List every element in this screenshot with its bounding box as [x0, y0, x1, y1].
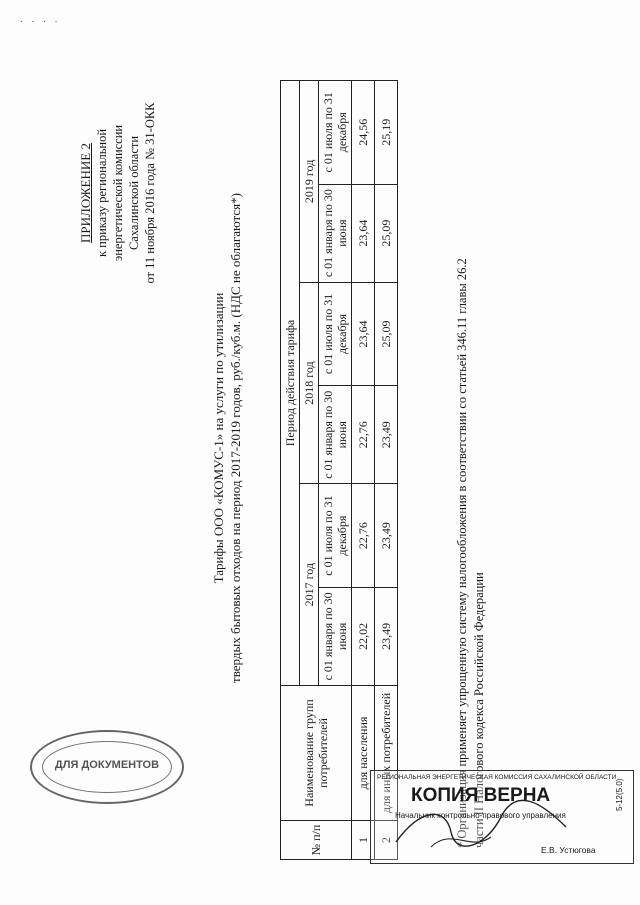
row-value: 22,02 — [352, 587, 375, 685]
row-value: 22,76 — [352, 484, 375, 587]
row-value: 23,49 — [375, 386, 398, 484]
table-row — [375, 81, 398, 860]
header-half: с 01 января по 30 июня — [319, 587, 352, 685]
round-stamp-text: ДЛЯ ДОКУМЕНТОВ — [54, 759, 160, 771]
appendix-line: энергетической комиссии — [111, 124, 125, 262]
signature-mark — [391, 797, 571, 857]
stamp-org: РЕГИОНАЛЬНАЯ ЭНЕРГЕТИЧЕСКАЯ КОМИССИЯ САХАЛИНСКОЙ ОБЛАСТИ — [377, 774, 617, 781]
appendix-line: Сахалинской области — [127, 135, 141, 251]
footnote-line: * Организация применяет упрощенную систему налогообложения в соответствии со статьей 346.11 главы 26.2 — [455, 258, 469, 848]
row-name: для населения — [352, 686, 375, 821]
row-no: 2 — [375, 821, 398, 860]
title-line: твердых бытовых отходов на период 2017-2019 годов, руб./куб.м. (НДС не облагаются*) — [228, 193, 243, 683]
header-half: с 01 июля по 31 декабря — [319, 81, 352, 185]
header-half: с 01 июля по 31 декабря — [319, 282, 352, 385]
header-period: Период действия тарифа — [281, 81, 300, 686]
row-value: 23,64 — [352, 184, 375, 282]
header-half: с 01 января по 30 июня — [319, 184, 352, 282]
row-value: 25,09 — [375, 282, 398, 385]
row-value: 23,64 — [352, 282, 375, 385]
header-year: 2019 год — [300, 81, 319, 283]
footnote-line: части II Налогового кодекса Российской Федерации — [472, 572, 486, 848]
row-value: 22,76 — [352, 386, 375, 484]
row-name: для иных потребителей — [375, 686, 398, 821]
table-row — [352, 81, 375, 860]
row-value: 23,49 — [375, 587, 398, 685]
scan-marks: . . . . — [20, 14, 61, 25]
header-half: с 01 июля по 31 декабря — [319, 484, 352, 587]
title-line: Тарифы ООО «КОМУС-1» на услуги по утилизации — [211, 292, 226, 584]
appendix-line: от 11 ноября 2016 года № 31-ОКК — [143, 102, 157, 284]
row-no: 1 — [352, 821, 375, 860]
appendix-block — [78, 53, 158, 333]
row-value: 25,19 — [375, 81, 398, 185]
footnote — [454, 88, 488, 848]
row-value: 24,56 — [352, 81, 375, 185]
certification-stamp — [370, 770, 634, 864]
header-name: Наименование групп потребителей — [281, 686, 352, 821]
document-title — [210, 128, 244, 748]
header-year: 2018 год — [300, 282, 319, 484]
stamp-name: Е.В. Устюгова — [541, 845, 596, 855]
header-year: 2017 год — [300, 484, 319, 686]
stamp-dept: Начальник контрольно-правового управления — [395, 811, 566, 820]
appendix-line: к приказу региональной — [95, 128, 109, 258]
appendix-heading: ПРИЛОЖЕНИЕ 2 — [78, 143, 93, 243]
stamp-copy: КОПИЯ ВЕРНА — [411, 785, 551, 806]
row-value: 23,49 — [375, 484, 398, 587]
row-value: 25,09 — [375, 184, 398, 282]
stamp-code: 5-12(5.0) — [615, 778, 624, 811]
tariff-table — [280, 80, 398, 860]
header-half: с 01 января по 30 июня — [319, 386, 352, 484]
round-stamp — [30, 730, 184, 804]
header-no: № п/п — [281, 821, 352, 860]
